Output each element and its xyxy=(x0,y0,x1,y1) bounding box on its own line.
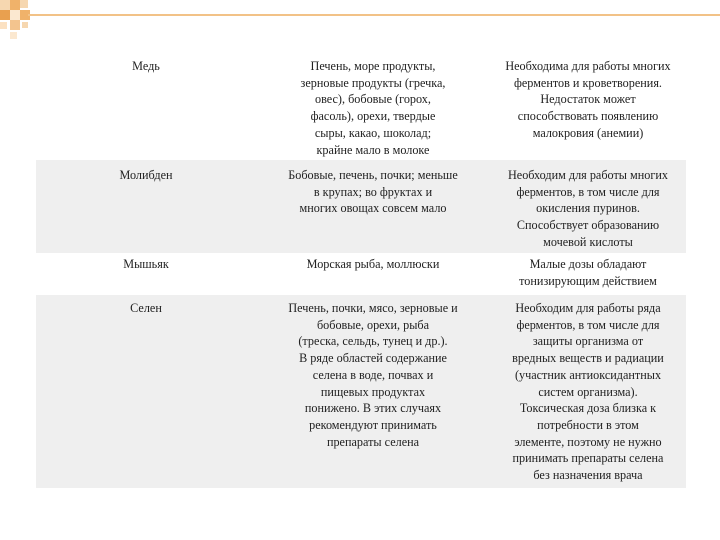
food-sources: Бобовые, печень, почки; меньше в крупах; во фруктах и многих овощах совсем мало xyxy=(288,168,458,216)
table-row xyxy=(36,295,686,488)
biological-role: Малые дозы обладают тонизирующим действием xyxy=(519,257,657,288)
element-name: Молибден xyxy=(119,168,173,182)
table-row xyxy=(36,160,686,253)
biological-role: Необходима для работы многих ферментов и кроветворения. Недостаток может способствовать появлению малокровия (анемии) xyxy=(505,59,671,140)
corner-decoration xyxy=(0,0,64,46)
element-name: Селен xyxy=(130,301,162,315)
table-row xyxy=(36,253,686,295)
biological-role: Необходим для работы ряда ферментов, в том числе для защиты организма от вредных веществ и радиации (участник антиоксидантных систем организма). Токсическая доза близка к потребности в этом элементе, поэтому не нужно принимать препараты селена без назначения врача xyxy=(512,301,664,483)
element-name: Медь xyxy=(132,59,160,73)
header-rule xyxy=(28,14,720,16)
table-row xyxy=(36,58,686,160)
food-sources: Морская рыба, моллюски xyxy=(306,257,440,271)
element-name: Мышьяк xyxy=(123,257,169,271)
microelements-table xyxy=(36,58,686,488)
food-sources: Печень, море продукты, зерновые продукты (гречка, овес), бобовые (горох, фасоль), орехи, твердые сыры, какао, шоколад; крайне мало в молоке xyxy=(300,59,446,157)
biological-role: Необходим для работы многих ферментов, в том числе для окисления пуринов. Способствует образованию мочевой кислоты xyxy=(508,168,668,249)
food-sources: Печень, почки, мясо, зерновые и бобовые, орехи, рыба (треска, сельдь, тунец и др.). В ряде областей содержание селена в воде, почвах и пищевых продуктах понижено. В этих случаях рекомендуют принимать препараты селена xyxy=(288,301,458,449)
